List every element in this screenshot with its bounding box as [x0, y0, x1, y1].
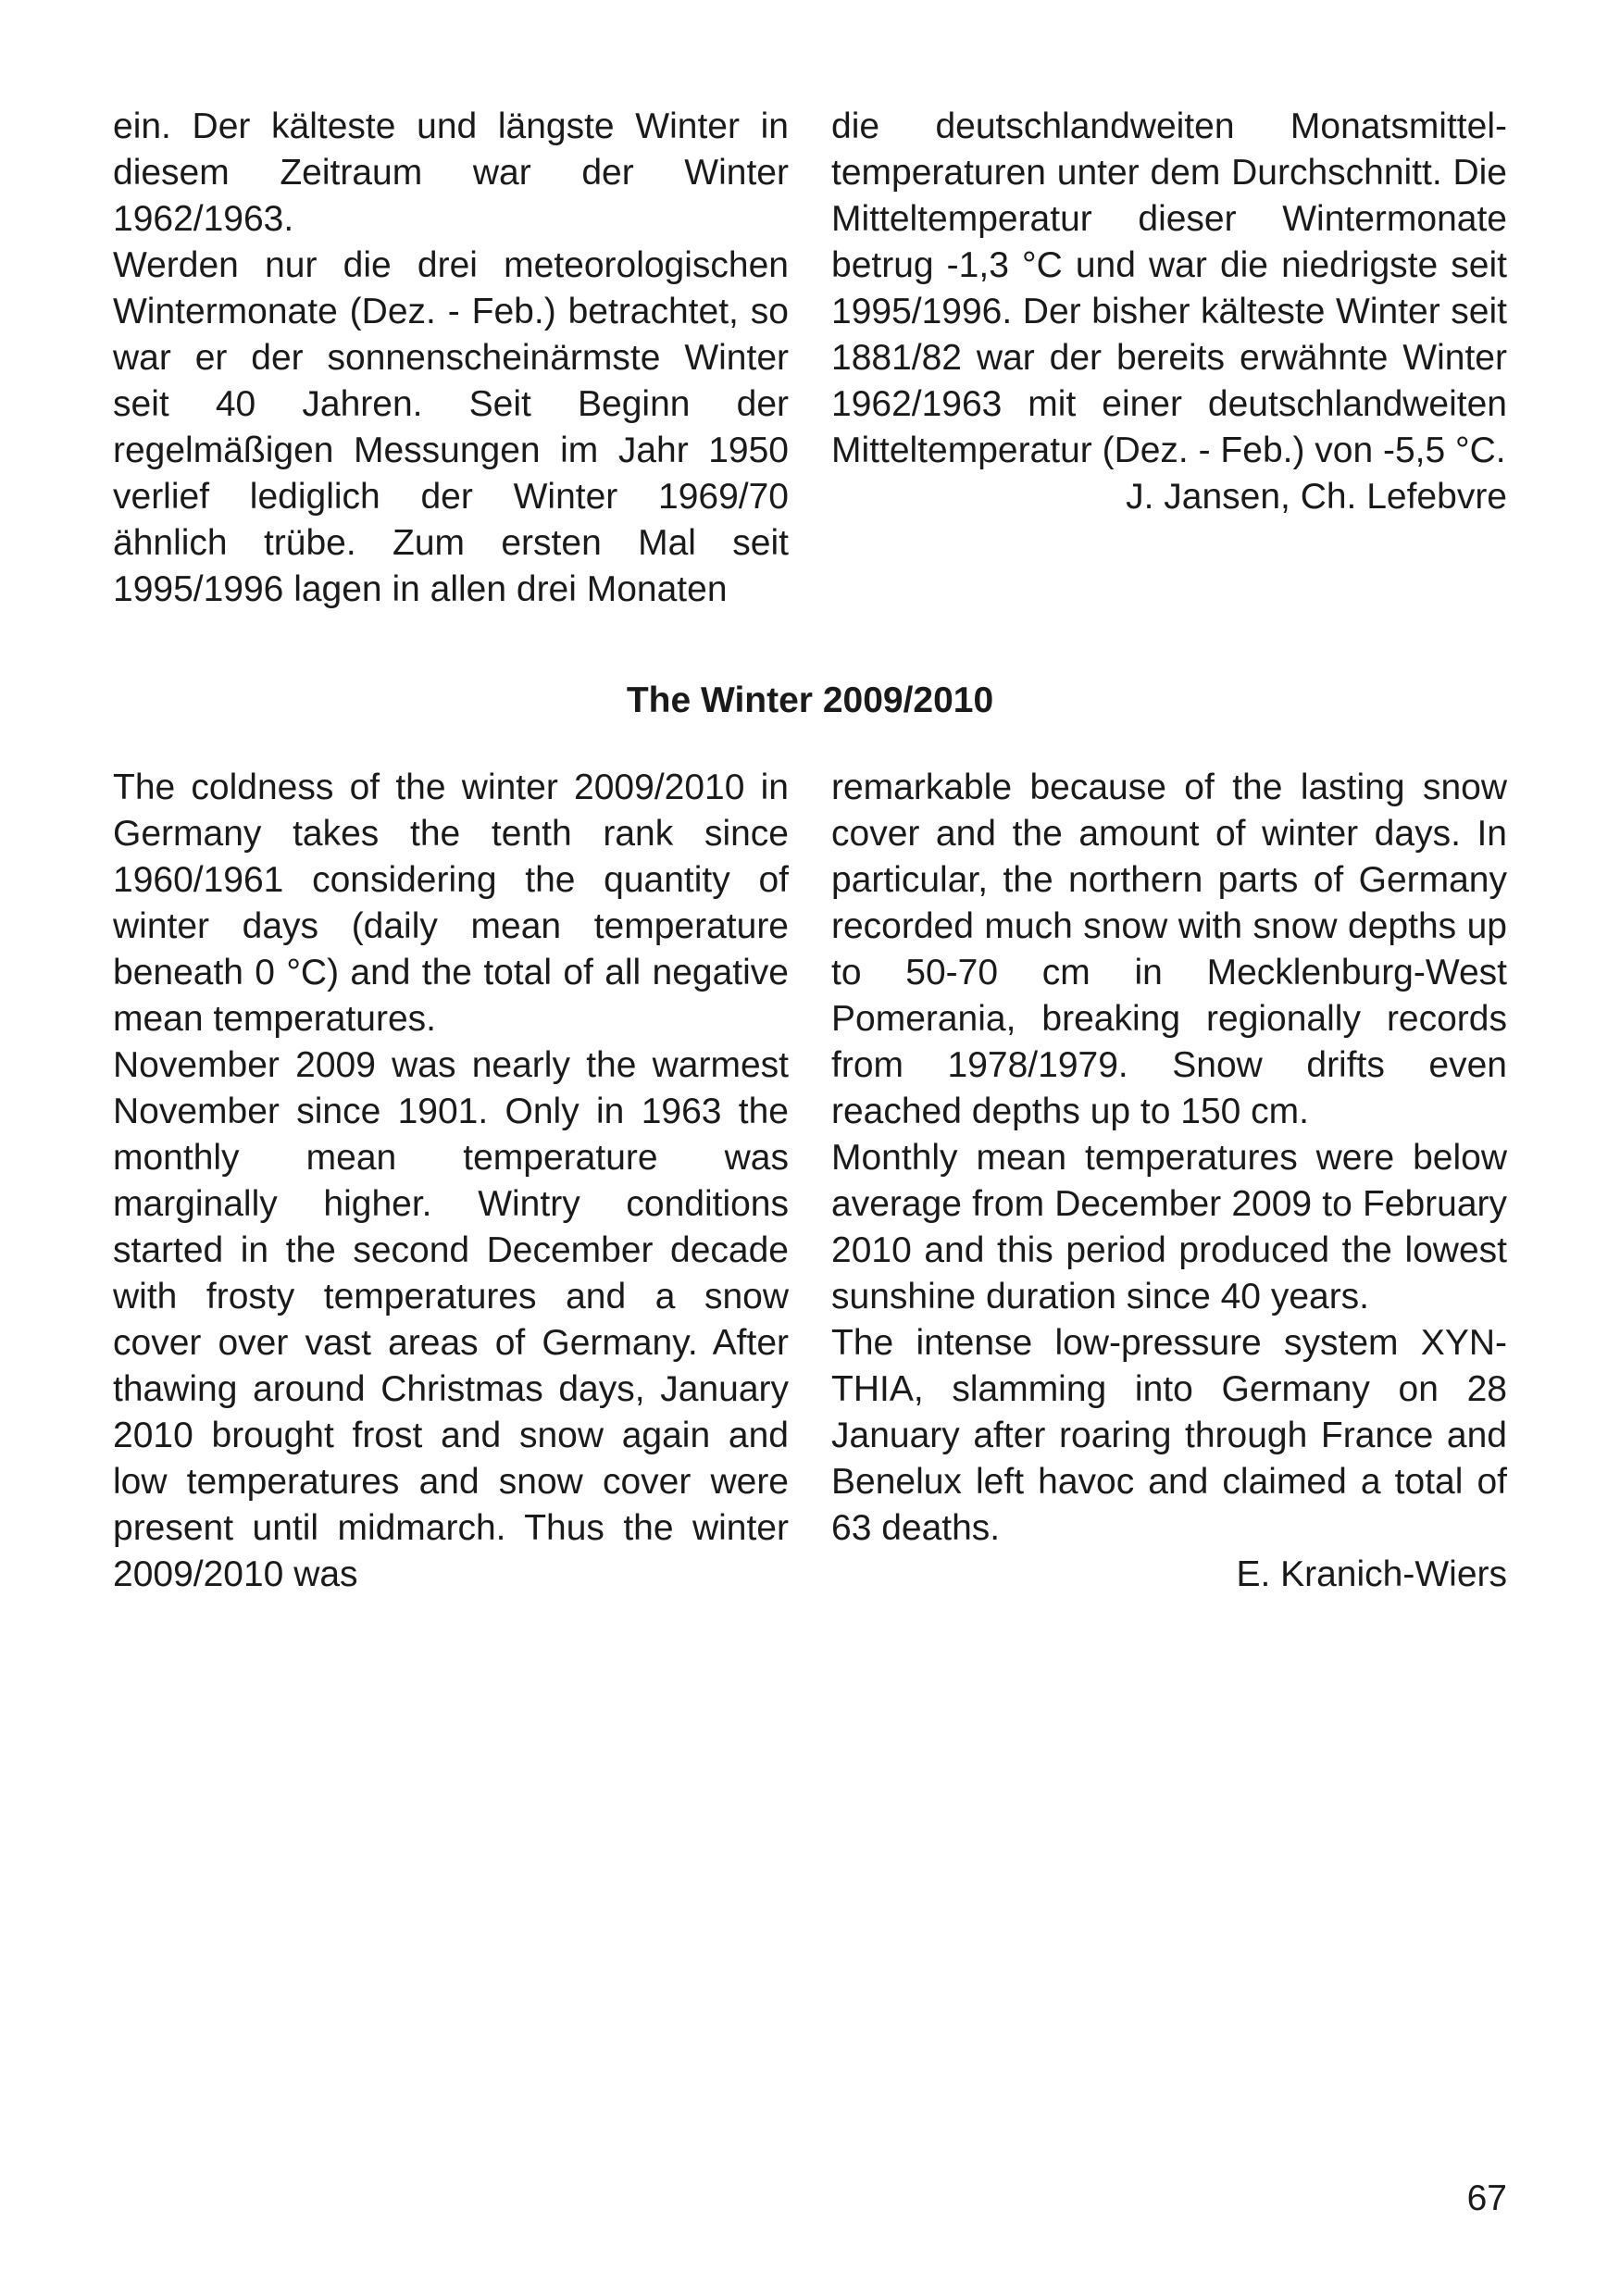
german-text-column-right [831, 104, 1507, 520]
paragraph: Monthly mean temperatures were below average from December 2009 to February 2010 and this period produced the lowest sunshine duration since 40 years. [831, 1138, 1507, 1316]
english-text-column-right [831, 765, 1507, 1598]
section-heading: The Winter 2009/2010 [626, 680, 994, 720]
paragraph: The coldness of the winter 2009/2010 in Germany takes the tenth rank since 1960/1961 considering the quantity of winter days (daily mean temperature beneath 0 °C) and the total of all negative mean temperatures. [113, 767, 789, 1039]
paragraph: The intense low-pressure system XYNTHIA, slamming into Germany on 28 January after roaring through France and Benelux left havoc and claimed a total of 63 deaths. [831, 1323, 1507, 1548]
author-byline: J. Jansen, Ch. Lefebvre [1126, 477, 1507, 517]
english-text-column-left [113, 765, 789, 1598]
paragraph: Werden nur die drei meteorologischen Wintermonate (Dez. - Feb.) betrachtet, so war er der sonnenscheinärmste Winter seit 40 Jahren. Seit Beginn der regelmäßigen Messungen im Jahr 1950 verlief lediglich der Winter 1969/70 ähnlich trübe. Zum ersten Mal seit 1995/1996 lagen in allen drei Monaten [113, 245, 789, 609]
paragraph: November 2009 was nearly the warmest November since 1901. Only in 1963 the monthly mean temperature was marginally higher. Wintry conditions started in the second December decade with frosty temperatures and a snow cover over vast areas of Germany. After thawing around Christmas days, January 2010 brought frost and snow again and low temperatures and snow cover were present until midmarch. Thus the winter 2009/2010 was [113, 1045, 789, 1594]
paragraph: die deutschlandweiten Monatsmitteltemperaturen unter dem Durchschnitt. Die Mitteltemperatur dieser Wintermonate betrug -1,3 °C und war die niedrigste seit 1995/1996. Der bisher kälteste Winter seit 1881/82 war der bereits erwähnte Winter 1962/1963 mit einer deutschlandweiten Mitteltemperatur (Dez. - Feb.) von -5,5 °C. [831, 106, 1507, 470]
paragraph: remarkable because of the lasting snow cover and the amount of winter days. In particular, the northern parts of Germany recorded much snow with snow depths up to 50-70 cm in Mecklenburg-West Pomerania, breaking regionally records from 1978/1979. Snow drifts even reached depths up to 150 cm. [831, 767, 1507, 1131]
author-byline: E. Kranich-Wiers [1236, 1554, 1507, 1594]
paragraph: ein. Der kälteste und längste Winter in diesem Zeitraum war der Winter 1962/1963. [113, 106, 789, 239]
page-number: 67 [1466, 2178, 1507, 2218]
german-text-column-left [113, 104, 789, 613]
